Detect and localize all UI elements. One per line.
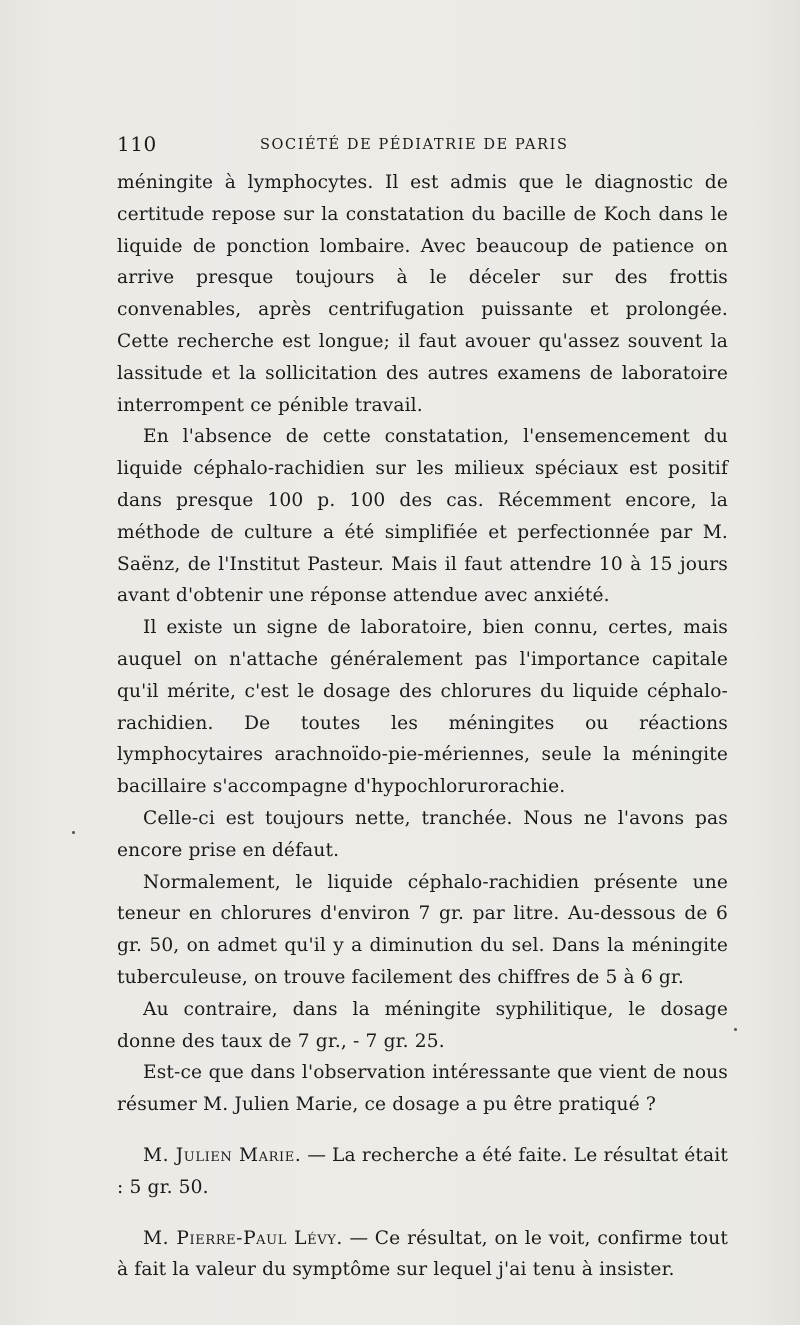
page-number: 110: [117, 132, 157, 156]
reply-text: Ce résultat, on le voit, confirme tout à fait la valeur du symptôme sur lequel j'ai tenu à insister.: [117, 1227, 728, 1281]
reply-text: La recherche a été faite. Le résultat était : 5 gr. 50.: [117, 1144, 729, 1198]
margin-mark: [734, 1028, 737, 1031]
paragraph-culture: En l'absence de cette constatation, l'ensemencement du liquide céphalo-rachidien sur les milieux spéciaux est positif dans presque 100 p. 100 des cas. Récemment encore, la méthode de culture a été simplifiée et perfectionnée par M. Saënz, de l'Institut Pasteur. Mais il faut attendre 10 à 15 jours avant d'obtenir une réponse attendue avec anxiété.: [117, 426, 728, 607]
paragraph-normalement: Normalement, le liquide céphalo-rachidien présente une teneur en chlorures d'environ 7 gr. par litre. Au-dessous de 6 gr. 50, on admet qu'il y a diminution du sel. Dans la méningite tuberculeuse, on trouve facilement des chiffres de 5 à 6 gr.: [117, 871, 728, 988]
speaker-name: M. Pierre-Paul Lévy.: [143, 1227, 343, 1249]
speaker-name: M. Julien Marie.: [143, 1144, 302, 1166]
reply-pierre-paul-levy: [117, 1223, 728, 1287]
em-dash: —: [301, 1144, 332, 1166]
margin-mark: [72, 831, 75, 834]
em-dash: —: [342, 1227, 375, 1249]
paragraph-chlorures: Il existe un signe de laboratoire, bien connu, certes, mais auquel on n'attache généralement pas l'importance capitale qu'il mérite, c'est le dosage des chlorures du liquide céphalo-rachidien. De toutes les méningites ou réactions lymphocytaires arachnoïdo-pie-mériennes, seule la méningite bacillaire s'accompagne d'hypochlorurorachie.: [117, 617, 728, 798]
text-body: [117, 167, 728, 1286]
page-header: [117, 132, 717, 158]
paragraph-syphilitique: Au contraire, dans la méningite syphilitique, le dosage donne des taux de 7 gr., - 7 gr. 25.: [117, 998, 728, 1052]
paragraph-continuation: méningite à lymphocytes. Il est admis que le diagnostic de certitude repose sur la constatation du bacille de Koch dans le liquide de ponction lombaire. Avec beaucoup de patience on arrive presque toujours à le déceler sur des frottis convenables, après centrifugation puissante et prolongée. Cette recherche est longue; il faut avouer qu'assez souvent la lassitude et la sollicitation des autres examens de laboratoire interrompent ce pénible travail.: [117, 172, 728, 416]
running-title: SOCIÉTÉ DE PÉDIATRIE DE PARIS: [260, 137, 569, 153]
paragraph-nette: Celle-ci est toujours nette, tranchée. Nous ne l'avons pas encore prise en défaut.: [117, 807, 728, 861]
reply-julien-marie: [117, 1140, 728, 1204]
paragraph-question: Est-ce que dans l'observation intéressante que vient de nous résumer M. Julien Marie, ce dosage a pu être pratiqué ?: [117, 1062, 728, 1116]
